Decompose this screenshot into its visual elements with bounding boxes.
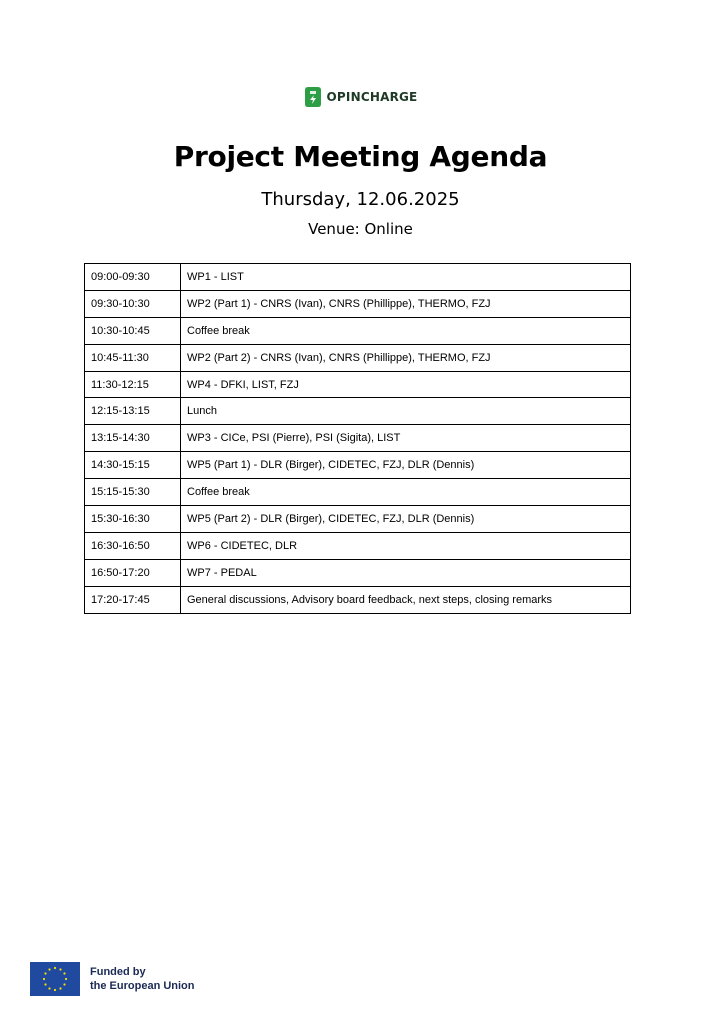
agenda-item: WP3 - CICe, PSI (Pierre), PSI (Sigita), LIST [181, 425, 631, 452]
agenda-item: Coffee break [181, 317, 631, 344]
funding-line-1: Funded by [90, 966, 146, 978]
table-row [85, 264, 631, 291]
agenda-item: General discussions, Advisory board feedback, next steps, closing remarks [181, 586, 631, 613]
funding-line-2: the European Union [90, 980, 195, 992]
agenda-item: WP5 (Part 1) - DLR (Birger), CIDETEC, FZJ, DLR (Dennis) [181, 452, 631, 479]
page-title: Project Meeting Agenda [173, 140, 548, 173]
agenda-time: 16:50-17:20 [85, 559, 181, 586]
agenda-time: 13:15-14:30 [85, 425, 181, 452]
agenda-item: WP2 (Part 2) - CNRS (Ivan), CNRS (Phillippe), THERMO, FZJ [181, 344, 631, 371]
agenda-time: 17:20-17:45 [85, 586, 181, 613]
opincharge-logo-icon [304, 86, 322, 108]
agenda-item: WP2 (Part 1) - CNRS (Ivan), CNRS (Phillippe), THERMO, FZJ [181, 290, 631, 317]
agenda-item: Coffee break [181, 479, 631, 506]
agenda-item: WP7 - PEDAL [181, 559, 631, 586]
table-row [85, 344, 631, 371]
table-row [85, 317, 631, 344]
agenda-item: WP5 (Part 2) - DLR (Birger), CIDETEC, FZJ, DLR (Dennis) [181, 506, 631, 533]
agenda-time: 10:45-11:30 [85, 344, 181, 371]
table-row [85, 559, 631, 586]
agenda-time: 12:15-13:15 [85, 398, 181, 425]
funding-text [90, 965, 195, 993]
agenda-item: WP1 - LIST [181, 264, 631, 291]
meeting-venue: Venue: Online [308, 220, 413, 238]
agenda-item: WP4 - DFKI, LIST, FZJ [181, 371, 631, 398]
agenda-time: 15:30-16:30 [85, 506, 181, 533]
agenda-time: 15:15-15:30 [85, 479, 181, 506]
agenda-time: 14:30-15:15 [85, 452, 181, 479]
agenda-time: 09:30-10:30 [85, 290, 181, 317]
agenda-time: 11:30-12:15 [85, 371, 181, 398]
agenda-item: WP6 - CIDETEC, DLR [181, 532, 631, 559]
agenda-time: 09:00-09:30 [85, 264, 181, 291]
table-row [85, 506, 631, 533]
table-row [85, 290, 631, 317]
table-row [85, 371, 631, 398]
table-row [85, 425, 631, 452]
funding-footer [30, 962, 195, 996]
table-row [85, 532, 631, 559]
opincharge-logo [0, 86, 721, 108]
table-row [85, 398, 631, 425]
table-row [85, 586, 631, 613]
meeting-date: Thursday, 12.06.2025 [261, 189, 460, 210]
eu-flag-icon [30, 962, 80, 996]
logo-text: OPINCHARGE [326, 90, 418, 104]
agenda-time: 16:30-16:50 [85, 532, 181, 559]
agenda-time: 10:30-10:45 [85, 317, 181, 344]
agenda-item: Lunch [181, 398, 631, 425]
table-row [85, 452, 631, 479]
table-row [85, 479, 631, 506]
agenda-table [84, 263, 631, 614]
